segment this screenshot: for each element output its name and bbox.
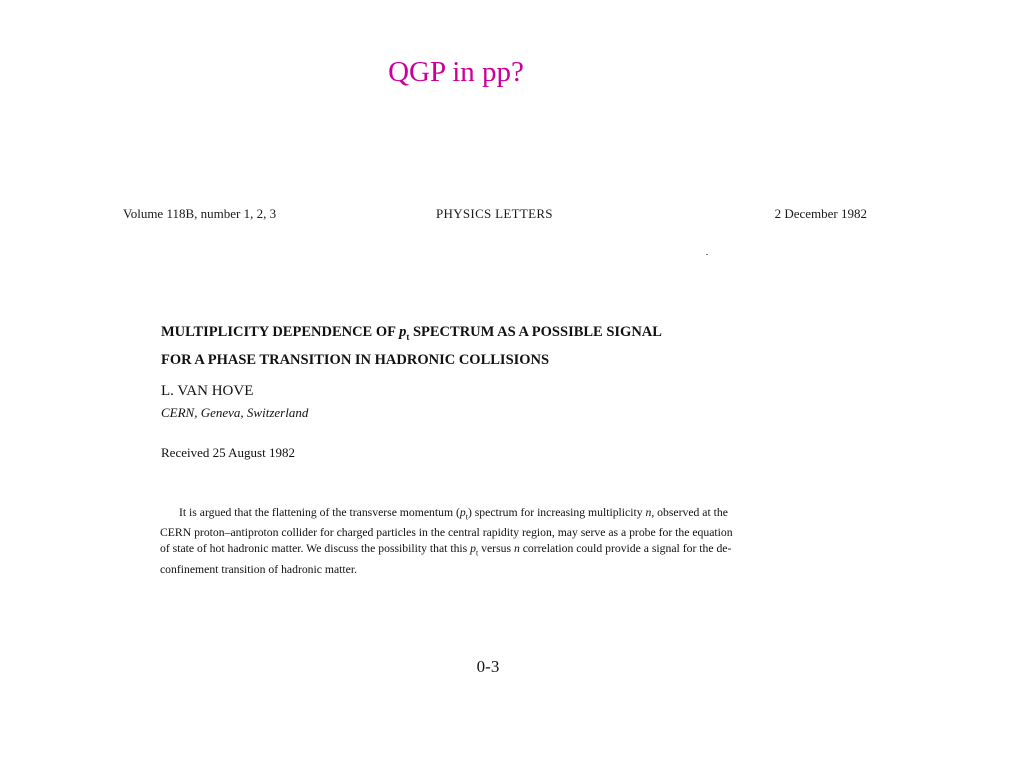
abstract-text: It is argued that the flattening of the transverse momentum ( bbox=[179, 506, 460, 519]
abstract-variable: p bbox=[459, 506, 466, 519]
publication-date: 2 December 1982 bbox=[774, 206, 867, 221]
abstract bbox=[160, 505, 866, 578]
abstract-variable: n bbox=[513, 542, 520, 556]
journal-header bbox=[123, 206, 867, 224]
abstract-line-1 bbox=[160, 505, 866, 525]
abstract-variable: p bbox=[470, 542, 476, 556]
volume-info: Volume 118B, number 1, 2, 3 bbox=[123, 206, 277, 221]
title-subscript: t bbox=[406, 331, 410, 342]
page-number: 0-3 bbox=[476, 657, 500, 676]
author: L. VAN HOVE bbox=[161, 383, 254, 399]
abstract-text: correlation could provide a signal for the de- bbox=[519, 542, 732, 556]
abstract-text: of state of hot hadronic matter. We discuss the possibility that this bbox=[160, 542, 471, 556]
slide-title: QGP in pp? bbox=[388, 56, 524, 88]
abstract-text: ) spectrum for increasing multiplicity bbox=[467, 506, 646, 519]
abstract-subscript: t bbox=[465, 512, 468, 522]
scan-speck bbox=[706, 254, 708, 255]
abstract-text: versus bbox=[478, 542, 514, 556]
title-text: MULTIPLICITY DEPENDENCE OF bbox=[161, 324, 400, 340]
title-text: SPECTRUM AS A POSSIBLE SIGNAL bbox=[409, 324, 662, 340]
abstract-line-3 bbox=[160, 541, 866, 561]
paper-title-line-1 bbox=[161, 321, 721, 349]
journal-name: PHYSICS LETTERS bbox=[436, 206, 553, 221]
received-date: Received 25 August 1982 bbox=[161, 445, 295, 460]
paper-title-line-2: FOR A PHASE TRANSITION IN HADRONIC COLLISIONS bbox=[161, 351, 550, 368]
title-variable: p bbox=[399, 324, 407, 340]
paper-title bbox=[161, 321, 721, 372]
abstract-variable: n bbox=[645, 506, 652, 519]
abstract-text: , observed at the bbox=[651, 506, 728, 519]
affiliation: CERN, Geneva, Switzerland bbox=[161, 405, 309, 420]
abstract-line-4: confinement transition of hadronic matter. bbox=[160, 562, 358, 576]
abstract-line-2: CERN proton–antiproton collider for charged particles in the central rapidity region, may serve as a probe for the equation bbox=[160, 526, 733, 540]
abstract-subscript: t bbox=[475, 548, 479, 558]
